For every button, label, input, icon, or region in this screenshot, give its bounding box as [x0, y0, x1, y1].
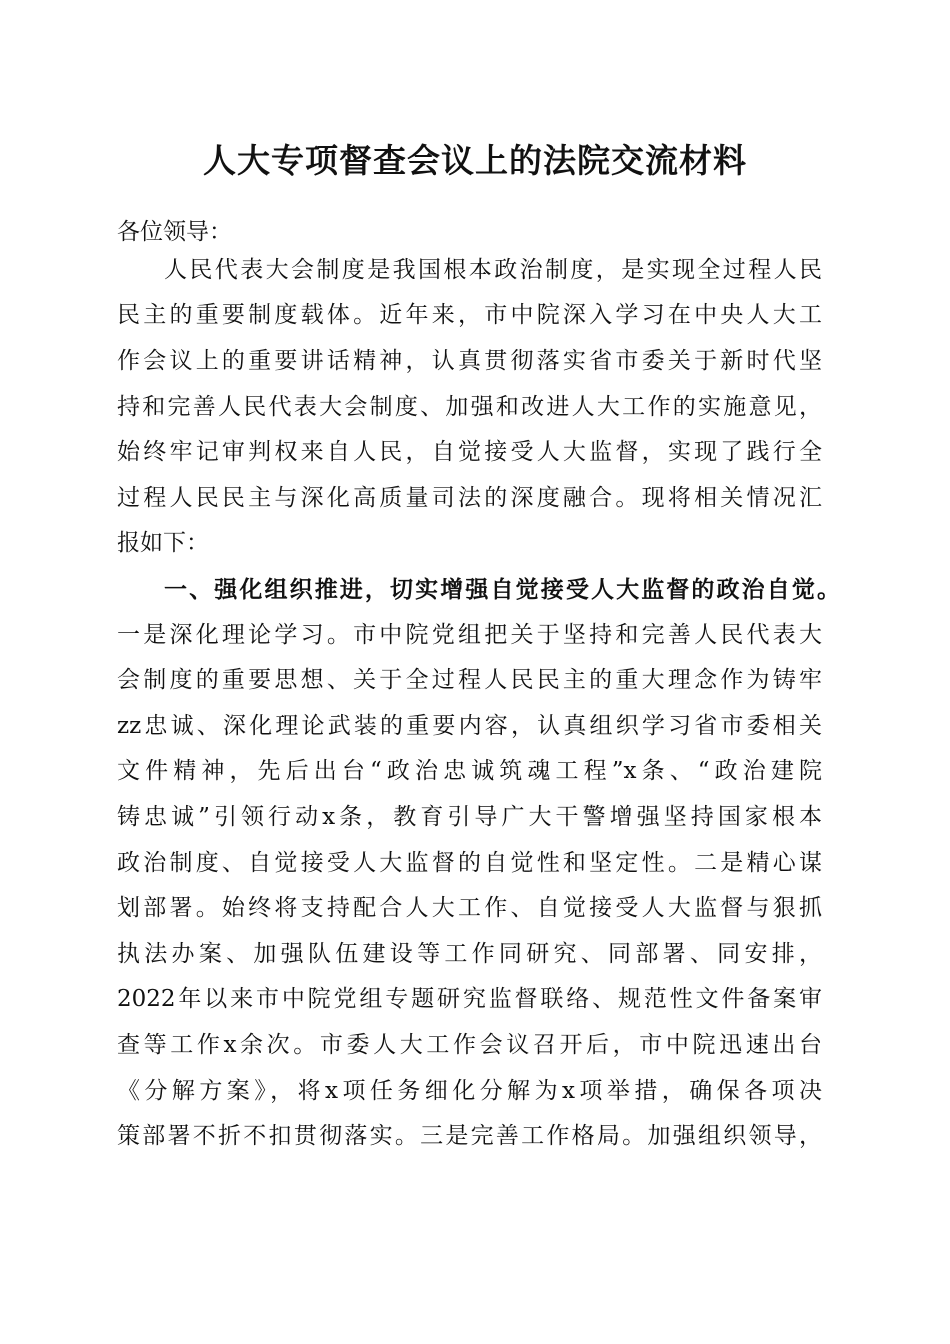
paragraph-line: 报如下：: [117, 530, 209, 556]
paragraph-line: 文件精神，先后出台“政治忠诚筑魂工程”x条、“政治建院: [117, 758, 822, 784]
paragraph-line: zz忠诚、深化理论武装的重要内容，认真组织学习省市委相关: [117, 713, 822, 739]
paragraph-line: 策部署不折不扣贯彻落实。三是完善工作格局。加强组织领导，: [117, 1123, 822, 1149]
paragraph-line: 过程人民民主与深化高质量司法的深度融合。现将相关情况汇: [117, 485, 822, 511]
paragraph-line: 人民代表大会制度是我国根本政治制度，是实现全过程人民: [164, 257, 822, 283]
paragraph-line: 铸忠诚”引领行动x条，教育引导广大干警增强坚持国家根本: [117, 804, 822, 830]
paragraph-line: 始终牢记审判权来自人民，自觉接受人大监督，实现了践行全: [117, 439, 822, 465]
paragraph-line: 会制度的重要思想、关于全过程人民民主的重大理念作为铸牢: [117, 667, 822, 693]
paragraph-line: 划部署。始终将支持配合人大工作、自觉接受人大监督与狠抓: [117, 895, 822, 921]
paragraph-line: 《分解方案》，将x项任务细化分解为x项举措，确保各项决: [117, 1078, 822, 1104]
paragraph-line: 查等工作x余次。市委人大工作会议召开后，市中院迅速出台: [117, 1032, 822, 1058]
paragraph-line: 持和完善人民代表大会制度、加强和改进人大工作的实施意见，: [117, 394, 822, 420]
paragraph-line: 一是深化理论学习。市中院党组把关于坚持和完善人民代表大: [117, 622, 822, 648]
document-title: 人大专项督查会议上的法院交流材料: [203, 141, 747, 180]
paragraph-line: 政治制度、自觉接受人大监督的自觉性和坚定性。二是精心谋: [117, 850, 822, 876]
paragraph-line: 执法办案、加强队伍建设等工作同研究、同部署、同安排，: [117, 941, 822, 967]
paragraph-line: 2022年以来市中院党组专题研究监督联络、规范性文件备案审: [117, 986, 822, 1012]
paragraph-line: 作会议上的重要讲话精神，认真贯彻落实省市委关于新时代坚: [117, 348, 822, 374]
paragraph-line: 民主的重要制度载体。近年来，市中院深入学习在中央人大工: [117, 302, 822, 328]
section-heading: 一、强化组织推进，切实增强自觉接受人大监督的政治自觉。: [164, 576, 840, 603]
salutation: 各位领导：: [117, 219, 232, 245]
